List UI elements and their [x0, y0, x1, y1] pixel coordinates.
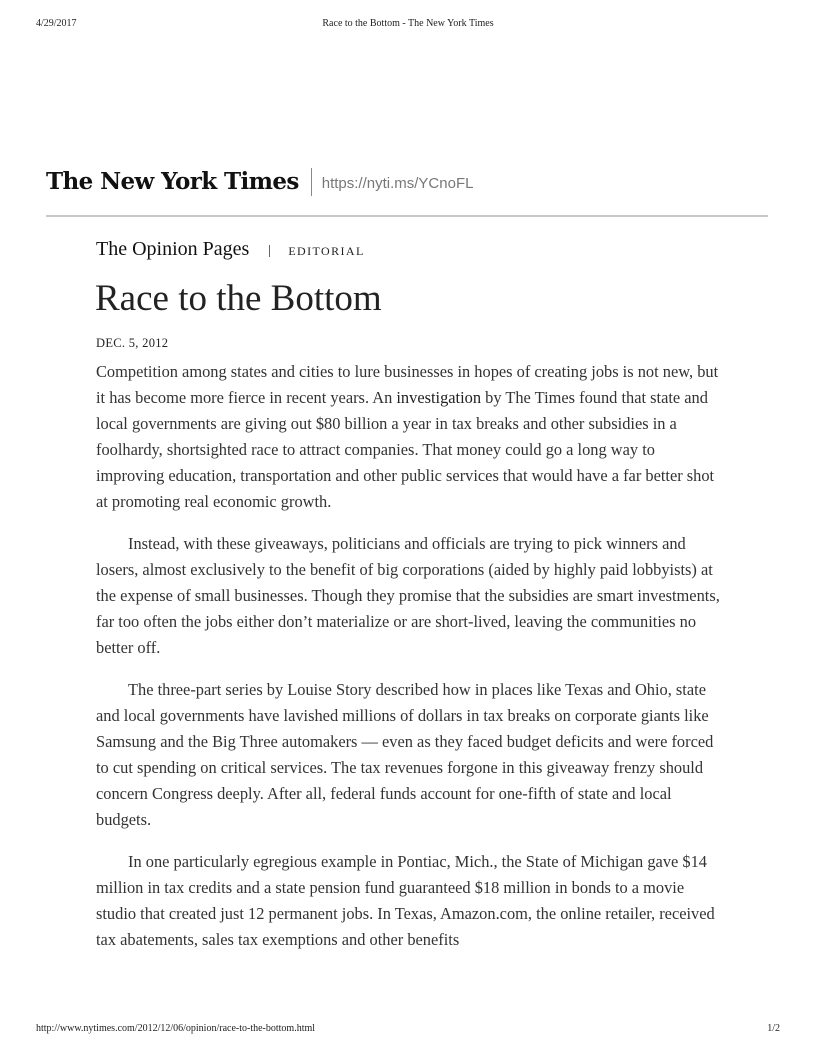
print-footer-url: http://www.nytimes.com/2012/12/06/opinion/race-to-the-bottom.html	[36, 1023, 316, 1034]
article-paragraph-4: In one particularly egregious example in Pontiac, Mich., the State of Michigan gave $14 million in tax credits and a state pension fund guaranteed $18 million in bonds to a movie studio that created just 12 permanent jobs. In Texas, Amazon.com, the online retailer, received tax abatements, sales tax exemptions and other benefits	[96, 852, 715, 949]
masthead	[46, 168, 473, 196]
investigation-link[interactable]: investigation	[396, 388, 482, 407]
short-url-link[interactable]: https://nyti.ms/YCnoFL	[321, 175, 474, 192]
section-header	[96, 238, 365, 261]
masthead-divider	[311, 168, 312, 196]
section-kicker: EDITORIAL	[288, 243, 365, 258]
article-paragraph-2: Instead, with these giveaways, politicians and officials are trying to pick winners and losers, almost exclusively to the benefit of big corporations (aided by highly paid lobbyists) at the expense of small businesses. Though they promise that the subsidies are smart investments, far too often the jobs either don’t materialize or are short-lived, leaving the communities no better off.	[96, 534, 720, 657]
paragraph-1-text-start: Competition among states and cities to lure businesses in hopes of creating jobs is not new, but it has become more fierce in recent years. An	[96, 362, 719, 407]
article-paragraph-3: The three-part series by Louise Story described how in places like Texas and Ohio, state and local governments have lavished millions of dollars in tax breaks on corporate giants like Samsung and the Big Three automakers — even as they faced budget deficits and were forced to cut spending on critical services. The tax revenues forgone in this giveaway frenzy should concern Congress deeply. After all, federal funds account for one-fifth of state and local budgets.	[96, 680, 714, 829]
article-date: DEC. 5, 2012	[96, 336, 169, 350]
header-divider	[46, 215, 768, 217]
article-headline: Race to the Bottom	[95, 278, 382, 319]
paragraph-1-text-end: by The Times found that state and local governments are giving out $80 billion a year in tax breaks and other subsidies in a foolhardy, shortsighted race to attract companies. That money could go a long way to improving education, transportation and other public services that would have a far better shot at promoting real economic growth.	[96, 388, 715, 511]
print-footer-page-number: 1/2	[767, 1023, 780, 1034]
print-header-date: 4/29/2017	[36, 18, 77, 29]
print-header-title: Race to the Bottom - The New York Times	[322, 18, 494, 29]
article-paragraph-1	[96, 359, 726, 515]
section-separator	[269, 245, 270, 257]
section-name-link[interactable]: The Opinion Pages	[96, 238, 250, 260]
nyt-logo[interactable]: The New York Times	[46, 167, 299, 195]
article-body	[96, 359, 726, 969]
